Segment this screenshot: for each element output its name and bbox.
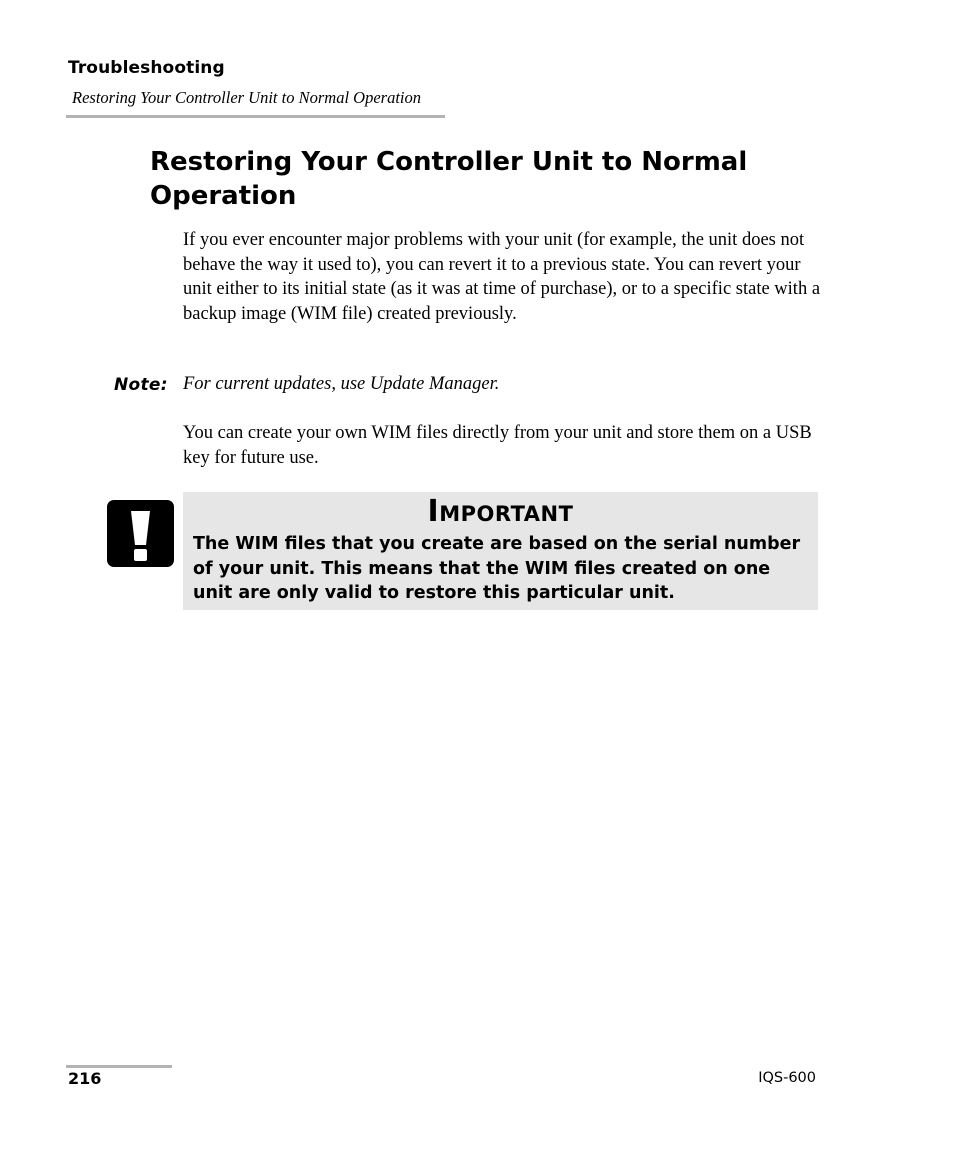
exclamation-icon [107, 500, 174, 567]
important-callout [183, 492, 818, 610]
running-header-section: Troubleshooting [68, 58, 225, 78]
note [114, 374, 834, 400]
footer-divider [66, 1065, 172, 1068]
note-label: Note: [114, 375, 168, 395]
page-number: 216 [68, 1069, 102, 1088]
header-divider [66, 115, 445, 118]
page-title: Restoring Your Controller Unit to Normal Operation [150, 147, 748, 211]
product-name: IQS-600 [758, 1070, 816, 1086]
running-header-subsection: Restoring Your Controller Unit to Normal Operation [72, 88, 421, 107]
important-text: The WIM files that you create are based on the serial number of your unit. This means that the WIM files created on one unit are only valid to restore this particular unit. [193, 534, 801, 603]
intro-paragraph: If you ever encounter major problems with your unit (for example, the unit does not behave the way it used to), you can revert it to a previous state. You can revert your unit either to its initial state (as it was at time of purchase), or to a specific state with a backup image (WIM file) created previously. [183, 230, 821, 324]
note-text: For current updates, use Update Manager. [183, 374, 500, 394]
wim-paragraph: You can create your own WIM files directly from your unit and store them on a USB key for future use. [183, 423, 812, 468]
important-title: Important [427, 494, 574, 529]
